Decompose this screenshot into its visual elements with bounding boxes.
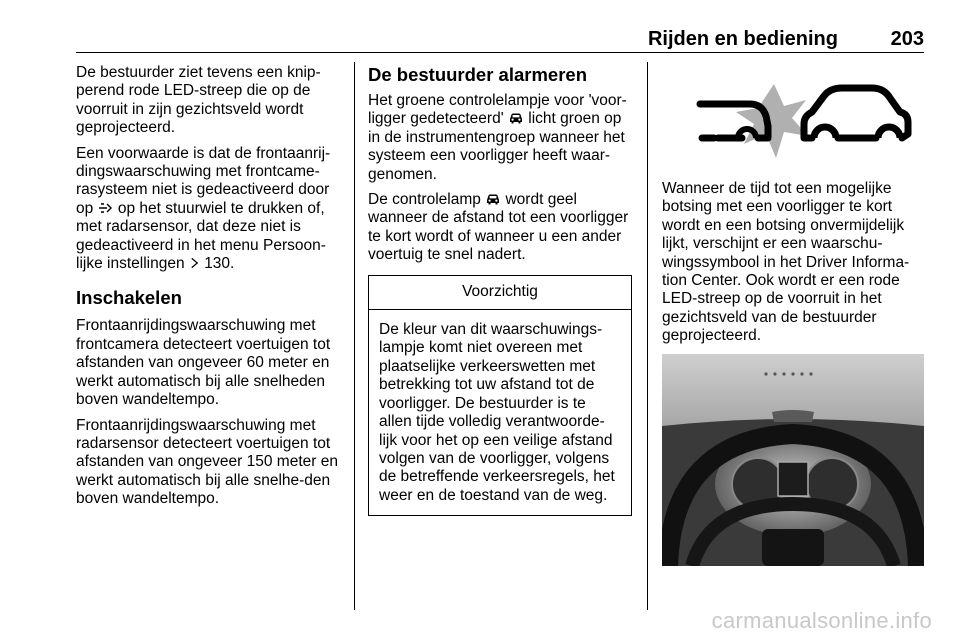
caution-box <box>368 275 632 516</box>
paragraph-radarsensor: Frontaanrijdingswaarschuwing met radarsensor detecteert voertuigen tot afstanden van ongeveer 150 meter en werkt automatisch bij alle snelhe-den boven wandeltempo. <box>76 416 338 508</box>
precondition-text-a: Een voorwaarde is dat de frontaanrij-dingswaarschuwing met frontcame-rasysteem niet is gedeactiveerd door op <box>76 144 331 217</box>
column-divider-1 <box>354 62 355 610</box>
column-3 <box>662 64 924 566</box>
paragraph-led-strip: De bestuurder ziet tevens een knip-perend rode LED-streep die op de voorruit in zijn gezichtsveld wordt geprojecteerd. <box>76 64 321 137</box>
paragraph-frontcamera: Frontaanrijdingswaarschuwing met frontcamera detecteert voertuigen tot afstanden van ongeveer 60 meter en werkt automatisch bij alle snelheden boven wandeltempo. <box>76 317 331 409</box>
column-divider-2 <box>647 62 648 610</box>
section-title: Rijden en bediening <box>647 28 838 50</box>
paragraph-yellow-light <box>368 191 634 265</box>
caution-title: Voorzichtig <box>369 276 631 310</box>
steering-wheel-icon <box>98 201 114 215</box>
watermark: carmanualsonline.info <box>711 608 932 633</box>
caution-body: De kleur van dit waarschuwings-lampje komt niet overeen met plaatselijke verkeerswetten met betrekking tot uw afstand tot de voorligger. De bestuurder is te allen tijde volledig verantwoorde-lijk voor het op een veilige afstand volgen van de voorligger, volgens de betreffende verkeersregels, het weer en de toestand van de weg. <box>379 321 615 504</box>
dashboard-photo <box>662 354 924 566</box>
green-light-text-b: licht groen op in de instrumentengroep wanneer het systeem een voorligger heeft waar-genomen. <box>368 110 625 183</box>
column-1 <box>76 64 346 516</box>
precondition-text-b: op het stuurwiel te drukken of, met radarsensor, dat deze niet is gedeactiveerd in het menu Persoon-lijke instellingen <box>76 199 326 273</box>
paragraph-collision-warning: Wanneer de tijd tot een mogelijke botsing met een voorligger te kort wordt en een botsing onvermijdelijk lijkt, verschijnt er een waarschu-wingssymbool in het Driver Informa-tion Center. Ook wordt er een rode LED-streep op de voorruit in het gezichtsveld van de bestuurder geprojecteerd. <box>662 180 910 345</box>
heading-inschakelen: Inschakelen <box>76 287 182 309</box>
green-light-text-a: Het groene controlelampje voor 'voor-ligger gedetecteerd' <box>368 92 627 128</box>
paragraph-precondition <box>76 145 346 274</box>
yellow-light-text-b: wordt geel wanneer de afstand tot een voorligger te kort wordt of wanneer u een ander voertuig te snel nadert. <box>368 191 629 264</box>
paragraph-green-light <box>368 92 634 184</box>
vehicle-ahead-icon <box>485 192 501 206</box>
page-reference-icon <box>189 256 200 270</box>
heading-alarmeren: De bestuurder alarmeren <box>368 64 588 85</box>
page-header <box>76 26 924 53</box>
page-reference: 130. <box>204 255 235 273</box>
vehicle-ahead-icon <box>508 111 524 125</box>
column-2 <box>368 64 634 516</box>
collision-warning-icon <box>662 64 924 166</box>
page-number: 203 <box>890 28 924 50</box>
yellow-light-text-a: De controlelamp <box>368 191 481 209</box>
